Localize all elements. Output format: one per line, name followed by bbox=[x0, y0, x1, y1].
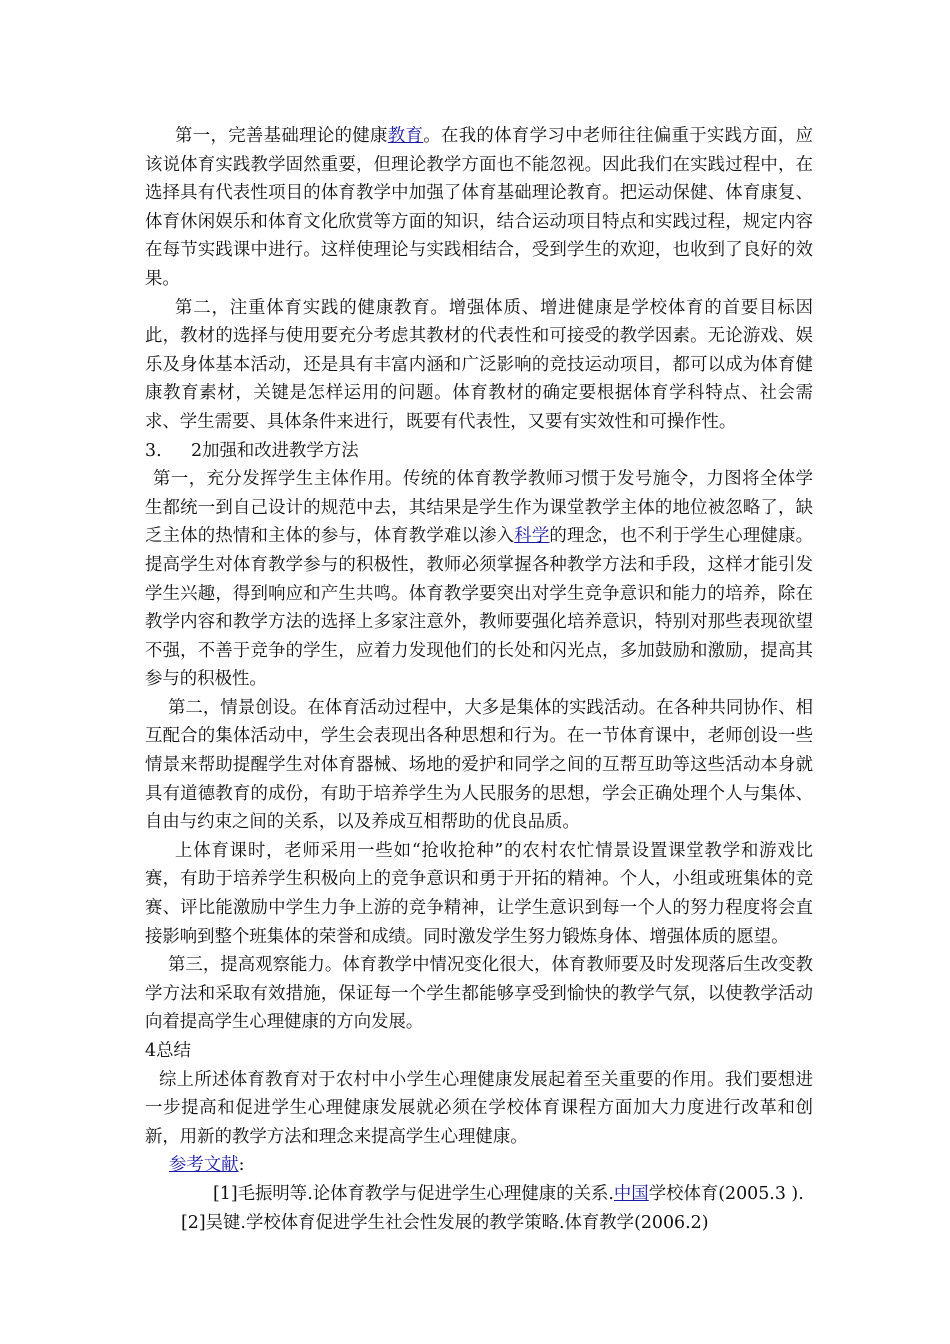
section-number: 3. bbox=[145, 440, 162, 461]
section-title: 2加强和改进教学方法 bbox=[191, 440, 359, 461]
section-heading-3-2 bbox=[145, 437, 813, 466]
paragraph-text: 的理念，也不利于学生心理健康。提高学生对体育教学参与的积极性，教师必须掌握各种教学方法和手段，这样才能引发学生兴趣，得到响应和产生共鸣。体育教学要突出对学生竞争意识和能力的培养，除在教学内容和教学方法的选择上多家注意外，教师要强化培养意识，特别对那些表现欲望不强，不善于竞争的学生，应着力发现他们的长处和闪光点，多加鼓励和激励，提高其参与的积极性。 bbox=[145, 526, 813, 690]
link-china[interactable]: 中国 bbox=[613, 1183, 649, 1204]
paragraph-text: 。在我的体育学习中老师往往偏重于实践方面，应该说体育实践教学固然重要，但理论教学方面也不能忽视。因此我们在实践过程中，在选择具有代表性项目的体育教学中加强了体育基础理论教育。把运动保健、体育康复、体育休闲娱乐和体育文化欣赏等方面的知识，结合运动项目特点和实践过程，规定内容在每节实践课中进行。这样使理论与实践相结合，受到学生的欢迎，也收到了良好的效果。 bbox=[145, 126, 813, 289]
reference-text: [1]毛振明等.论体育教学与促进学生心理健康的关系. bbox=[213, 1183, 614, 1204]
reference-item-1 bbox=[145, 1180, 813, 1209]
paragraph-practice-education: 第二，注重体育实践的健康教育。增强体质、增进健康是学校体育的首要目标因此，教材的选择与使用要充分考虑其教材的代表性和可接受的教学因素。无论游戏、娱乐及身体基本活动，还是具有丰富内涵和广泛影响的竞技运动项目，都可以成为体育健康教育素材，关键是怎样运用的问题。体育教材的确定要根据体育学科特点、社会需求、学生需要、具体条件来进行，既要有代表性，又要有实效性和可操作性。 bbox=[145, 297, 813, 432]
paragraph-student-subject bbox=[145, 465, 813, 694]
reference-item-2: [2]吴键.学校体育促进学生社会性发展的教学策略.体育教学(2006.2) bbox=[181, 1212, 709, 1233]
paragraph-scene-creation: 第二，情景创设。在体育活动过程中，大多是集体的实践活动。在各种共同协作、相互配合的集体活动中，学生会表现出各种思想和行为。在一节体育课中，老师创设一些情景来帮助提醒学生对体育器械、场地的爱护和同学之间的互帮互助等这些活动本身就具有道德教育的成份，有助于培养学生为人民服务的思想，学会正确处理个人与集体、自由与约束之间的关系，以及养成互相帮助的优良品质。 bbox=[145, 697, 813, 833]
link-science[interactable]: 科学 bbox=[514, 526, 550, 547]
document-body bbox=[145, 122, 813, 1237]
reference-text: 学校体育(2005.3 ). bbox=[648, 1183, 804, 1204]
paragraph-observation: 第三，提高观察能力。体育教学中情况变化很大，体育教师要及时发现落后生改变教学方法和采取有效措施，保证每一个学生都能够享受到愉快的教学气氛，以使教学活动向着提高学生心理健康的方向发展。 bbox=[145, 955, 813, 1033]
references-colon: : bbox=[238, 1155, 245, 1176]
paragraph-pe-class: 上体育课时，老师采用一些如“抢收抢种”的农村农忙情景设置课堂教学和游戏比赛，有助于培养学生积极向上的竞争意识和勇于开拓的精神。个人，小组或班集体的竞赛、评比能激励中学生力争上游的竞争精神，让学生意识到每一个人的努力程度将会直接影响到整个班集体的荣誉和成绩。同时激发学生努力锻炼身体、增强体质的愿望。 bbox=[145, 840, 813, 947]
paragraph-text: 第一，完善基础理论的健康 bbox=[175, 126, 388, 146]
references-heading bbox=[145, 1151, 813, 1180]
paragraph-summary: 综上所述体育教育对于农村中小学生心理健康发展起着至关重要的作用。我们要想进一步提高和促进学生心理健康发展就必须在学校体育课程方面加大力度进行改革和创新，用新的教学方法和理念来提高学生心理健康。 bbox=[145, 1069, 813, 1147]
section-heading-4: 4总结 bbox=[145, 1041, 191, 1061]
link-references[interactable]: 参考文献 bbox=[169, 1155, 239, 1176]
paragraph-theory-education bbox=[145, 122, 813, 294]
paragraph-text: 第一，充分发挥学生主体作用。传统的体育教学教师习惯于发号施令，力图将全体学生都统一到自己设计的规范中去，其结果是学生作为课堂教学主体的地位被忽略了，缺乏主体的热情和主体的参与，体育教学难以渗入 bbox=[145, 469, 813, 547]
link-education[interactable]: 教育 bbox=[387, 126, 424, 146]
